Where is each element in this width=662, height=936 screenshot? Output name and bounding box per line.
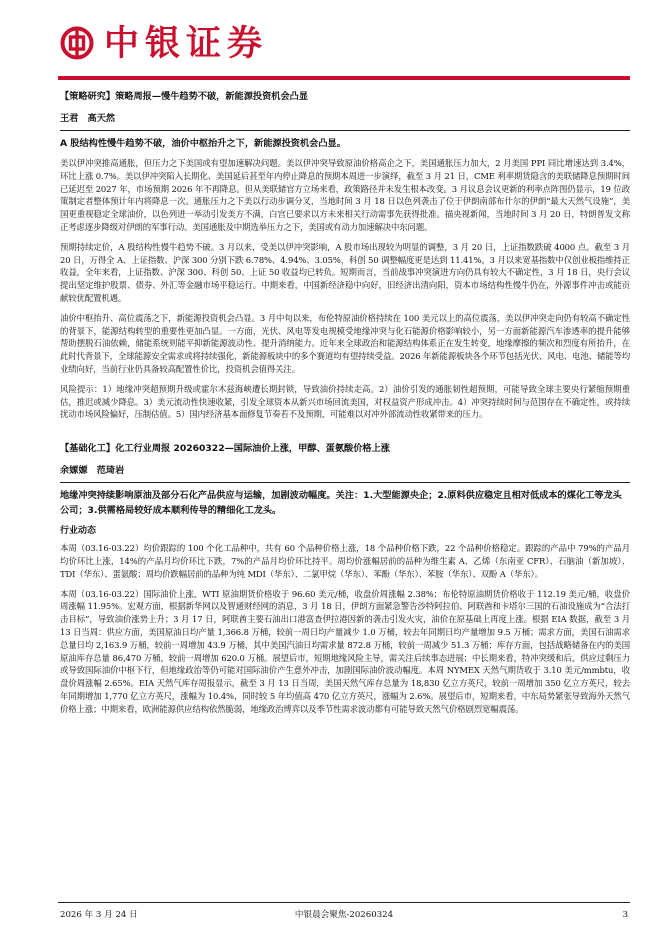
subhead-industry-news: 行业动态	[60, 526, 97, 537]
paragraph: 预期持续定价，A 股结构性慢牛趋势不破。3 月以来，受美以伊冲突影响，A 股市场出现较为明显的调整，3 月 20 日，上证指数跌破 4000 点。截至 3 月 20 日，万得全 A、上证指数、沪深 300 分别下跌 6.78%、4.94%、3.05%，科创 50 调整幅度更是达到 11.41%。3 月以来宽基指数中仅创业板指维持正收益，全年来看，上证指数、沪深 300、科创 50、上证 50 收益均已转负。短期而言，当前战事冲突演进方向仍具有较大不确定性，3 月 18 日，央行会议提出坚定维护股票、债券、外汇等金融市场平稳运行。中期来看，中国新经济稳中向好，旧经济出清向阳，资本市场结构性慢牛仍在，外源事件冲击或能贡献较优配置机遇。	[60, 241, 630, 303]
section-title-chemicals: 【基础化工】化工行业周报 20260322—国际油价上涨，甲醇、蛋氨酸价格上涨	[60, 443, 390, 455]
risk-warning-paragraph: 风险提示：1）地缘冲突超预期升级或霍尔木兹海峡遭长期封锁，导致油价持续走高。2）油价引发的通胀韧性超预期，可能导致全球主要央行紧缩预期重估，推迟或减少降息。3）美元流动性快速收紧，引发全球资本从新兴市场回流美国，对权益资产形成冲击。4）冲突持续时间与范围存在不确定性，或持续扰动市场风险偏好，压制估值。5）国内经济基本面修复节奏若不及预期，可能难以对冲外部流动性收紧带来的压力。	[60, 383, 630, 420]
footer-publication: 中银晨会聚焦-20260324	[294, 910, 394, 920]
footer-date: 2026 年 3 月 24 日	[60, 910, 138, 920]
section-lead-chemicals: 地缘冲突持续影响原油及部分石化产品供应与运输，加剧波动幅度。关注：1.大型能源央企；2.原料供应稳定且相对低成本的煤化工等龙头公司；3.供需格局较好成本顺利传导的精细化工龙头。	[60, 490, 622, 517]
section-authors-strategy: 王君 高天然	[60, 113, 116, 124]
brand-name: 中银证券	[104, 24, 269, 64]
page-header	[0, 0, 662, 84]
section-lead-strategy: A 股结构性慢牛趋势不破，油价中枢抬升之下，新能源投资机会凸显。	[60, 138, 346, 149]
page-content	[60, 90, 630, 723]
bank-of-china-logo-icon	[60, 26, 94, 60]
section-title-strategy: 【策略研究】策略周报—慢牛趋势不破，新能源投资机会凸显	[60, 91, 309, 102]
section-divider	[60, 130, 630, 131]
section-authors-chemicals: 余嫄嫄 范琦岩	[60, 465, 125, 477]
header-divider	[58, 76, 630, 80]
paragraph: 本周（03.16-03.22）均价跟踪的 100 个化工品种中，共有 60 个品种价格上涨，18 个品种价格下跌，22 个品种价格稳定。跟踪的产品中 79%的产品月均价环比上涨，14%的产品月均价环比下跌，7%的产品月均价环比持平。周均价涨幅居前的品种为维生素 A、乙烯（东南亚 CFR）、石脑油（新加坡）、TDI（华东）、蛋氨酸；周均价跌幅居前的品种为纯 MDI（华东）、二氯甲烷（华东）、苯酚（华东）、苯胺（华东）、双酚 A（华东）。	[60, 543, 630, 579]
paragraph: 美以伊冲突推高通胀，但压力之下美国或有望加速解决问题。美以伊冲突导致原油价格高企之下，美国通胀压力加大，2 月美国 PPI 同比增速达到 3.4%，环比上涨 0.7%。美以伊冲突陷入长期化、美国延后甚至年内停止降息的预期本周进一步演绎，截至 3 月 21 日，CME 利率期货隐含的美联储降息预期时间已延迟至 2027 年，市场预期 2026 年不再降息。但从美联储官方立场来看，政策路径并未发生根本改变。3 月议息会议更新的利率点阵图仍显示，19 位政策制定者整体预计年内将降息一次。通胀压力之下美以行动步调分叉，当地时间 3 月 18 日以色列袭击了位于伊朗南部布什尔的伊朗“最大天然气设施”，美国更重视稳定全球油价，以色列进一举动引发美方不满，白宫已要求以方未来相关行动需事先获得批准。描央视新闻，当地时间 3 月 20 日，特朗普发文称正考虑逐步降级对伊朗的军事行动。美国通胀及中期选举压力之下，美国或有动力加速解决中东问题。	[60, 158, 630, 232]
page-number: 3	[622, 910, 628, 920]
page-footer	[58, 902, 630, 920]
section-divider	[60, 482, 630, 483]
paragraph: 本周（03.16-03.22）国际油价上涨，WTI 原油期货价格收于 96.60 美元/桶，收盘价周涨幅 2.38%；布伦特原油期货价格收于 112.19 美元/桶，收盘价周涨幅 11.95%。宏观方面，根据新华网以及智通财经网的消息，3 月 18 日，伊朗方面紧急警告沙特阿拉伯、阿联酋和卡塔尔三国的石油设施成为“合法打击目标”，导致油价涨势上升；3 月 17 日，阿联酋主要石油出口港富查伊拉港因新的袭击引发火灾，油价在原基础上再度上涨。根据 EIA 数据，截至 3 月 13 日当周：供应方面，美国原油日均产量 1,366.8 万桶，较前一周日均产量减少 1.0 万桶，较去年同期日均产量增加 9.5 万桶；需求方面，美国石油需求总量日均 2,163.9 万桶，较前一周增加 43.9 万桶，其中美国汽油日均需求量 872.8 万桶，较前一周减少 51.3 万桶；库存方面，包括战略储备在内的美国原油库存总量 86,470 万桶，较前一周增加 620.0 万桶。展望后市，短期地缘风险主导，需关注后续事态进展；中长期来看，特冲突缓和后，供应过剩压力或导致国际油价中枢下行，但地缘政治等仍可能对国际油价产生意外冲击，加剧国际油价波动幅度。本周 NYMEX 天然气期货收于 3.10 美元/mmbtu，收盘价周涨幅 2.65%。EIA 天然气库存周报显示，截至 3 月 13 日当周，美国天然气库存总量为 18,830 亿立方英尺，较前一周增加 350 亿立方英尺，较去年同期增加 1,770 亿立方英尺，涨幅为 10.4%，同时较 5 年均值高 470 亿立方英尺，涨幅为 2.6%。展望后市，短期来看，中东局势紧张导致海外天然气价格上涨；中期来看，欧洲能源供应结构依然脆弱，地缘政治博弈以及季节性需求波动都有可能导致天然气价格剧烈宽幅震荡。	[60, 588, 630, 714]
paragraph: 油价中枢抬升、高位震荡之下，新能源投资机会凸显。3 月中旬以来，布伦特原油价格持续在 100 美元以上的高位震荡，美以伊冲突走向仍有较高不确定性的背景下，能源结构转型的重要性更加凸显。一方面，光伏、风电等发电规模受地缘冲突与化石能源价格影响较小，另一方面新能源汽车渗透率的提升能够帮助摆脱石油依赖，储能系统则能平抑新能源波动性、提升消纳能力。近年来全球政治和能源结构体系正在发生转变，地缘摩擦的频次和烈度有所抬升，在此时代背景下，全球能源安全需求或将持续强化，新能源板块中的多个赛道均有望持续受益。2026 年新能源板块各个环节包括光伏、风电、电池、储能等均业绩向好，当前行业仍具备较高配置性价比，投资机会值得关注。	[60, 312, 630, 374]
